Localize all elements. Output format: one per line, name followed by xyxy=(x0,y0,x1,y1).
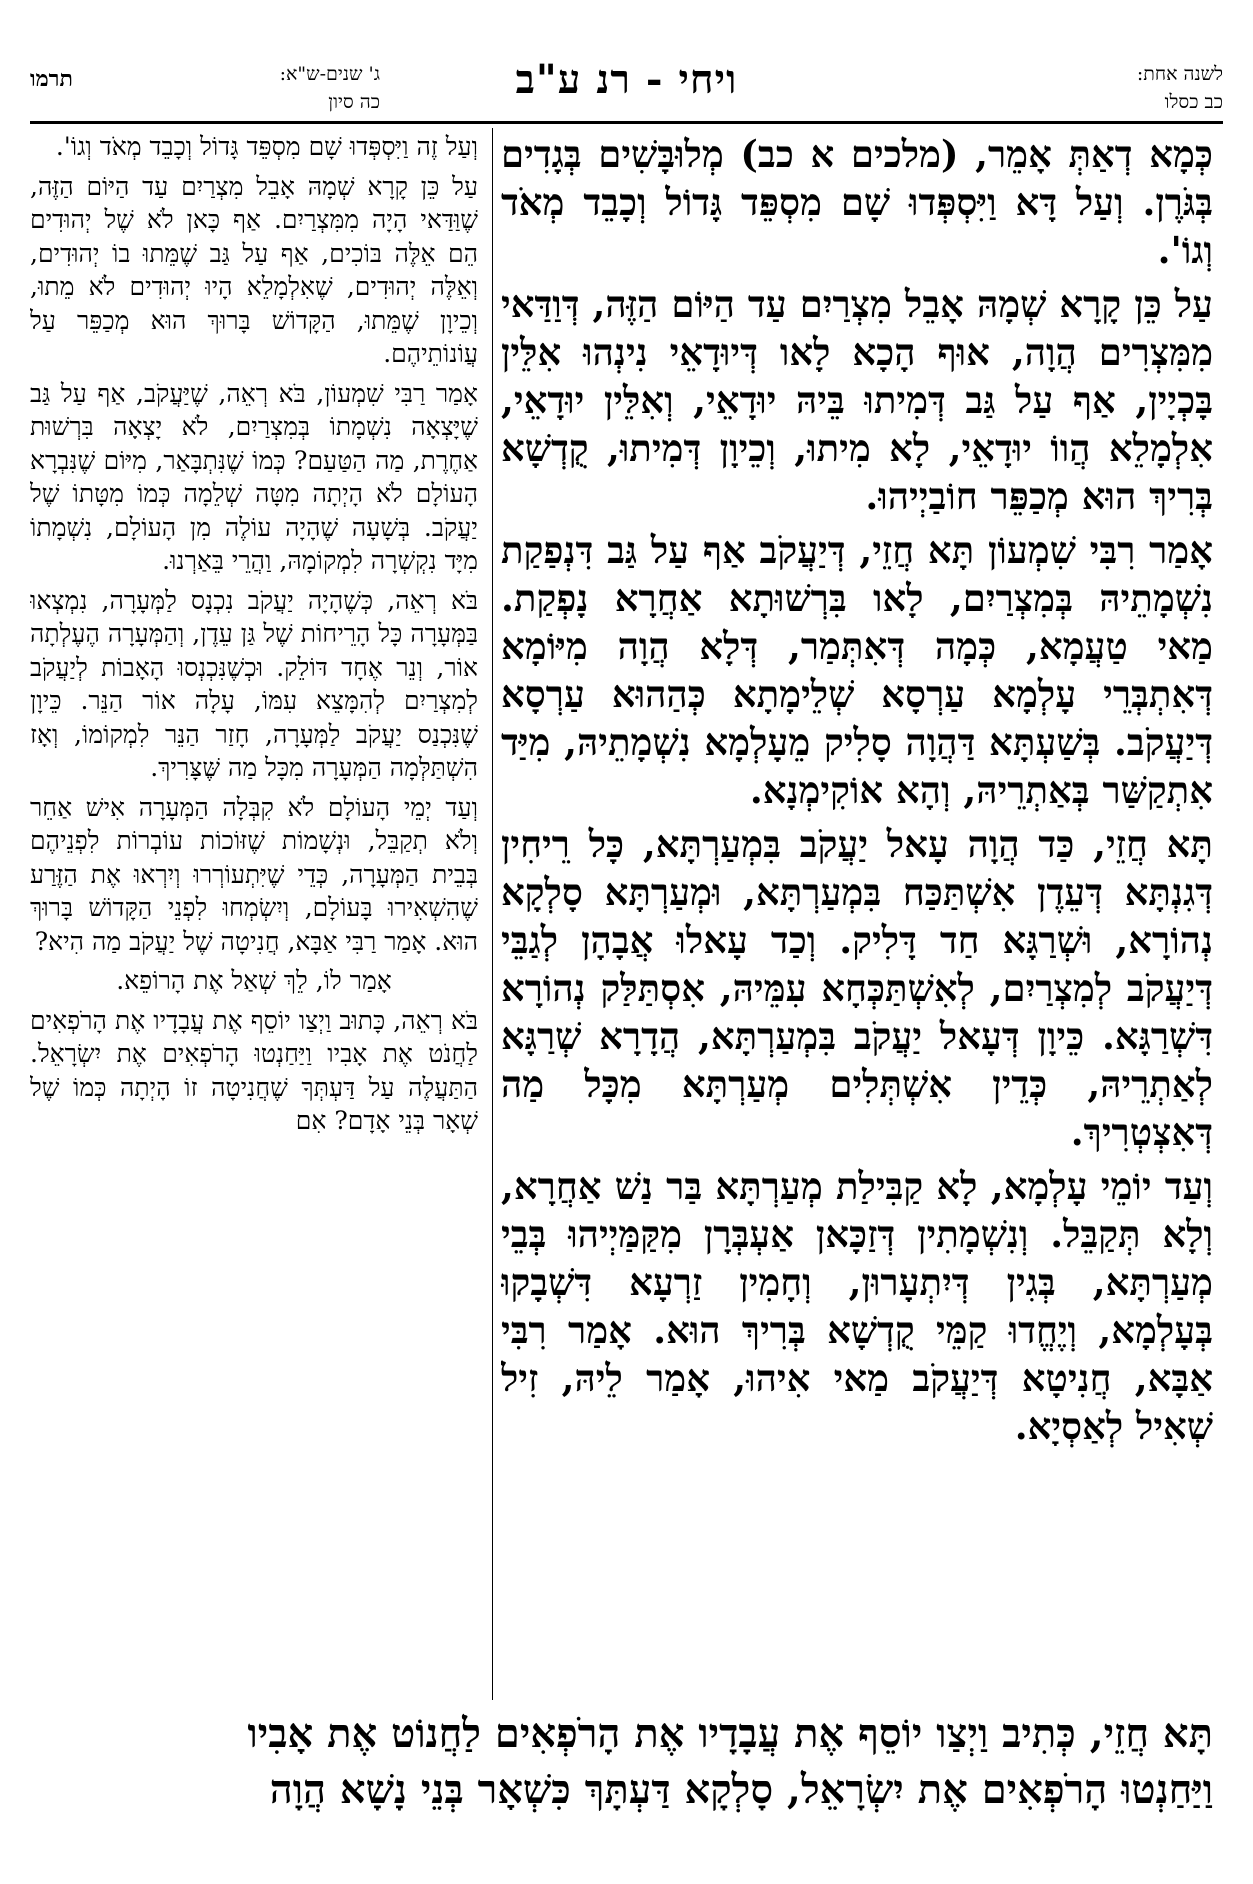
translation-paragraph: וְעַד יְמֵי הָעוֹלָם לֹא קִבְּלָה הַמְּעָרָה אִישׁ אַחֵר וְלֹא תְקַבֵּל, וּנְשָׁמוֹת שֶׁזּוֹכוֹת עוֹבְרוֹת לִפְנֵיהֶם בְּבֵית הַמְּעָרָה, כְּדֵי שֶׁיִּתְעוֹרְרוּ וְיִרְאוּ אֶת הַזֶּרַע שֶׁהִשְׁאִירוּ בָּעוֹלָם, וְיִשְׂמְחוּ לִפְנֵי הַקָּדוֹשׁ בָּרוּךְ הוּא. אָמַר רַבִּי אַבָּא, חֲנִיטָה שֶׁל יַעֲקֹב מַה הִיא? xyxy=(30,792,478,956)
zohar-paragraph: כְּמָא דְאַתְּ אָמֵר, (מלכים א כב) מְלוּבָּשִׁים בְּגָדִים בְּגֹּרֶן. וְעַל דָּא וַיִּסְפְּדוּ שָׁם מִסְפֵּד גָּדוֹל וְכָבֵד מְאֹד וְגוֹ'. xyxy=(501,132,1213,272)
zohar-continuation-line: וַיַּחַנְטוּ הָרֹפְאִים אֶת יִשְׂרָאֵל, סָלְקָא דַּעְתָּךְ כִּשְׁאָר בְּנֵי נָשָׁא הֲוָה xyxy=(269,1766,1213,1813)
page-number: תרמו xyxy=(30,66,73,92)
zohar-paragraph: עַל כֵּן קָרָא שְׁמָהּ אָבֵל מִצְרַיִם עַד הַיּוֹם הַזֶּה, דְּוַדַּאי מִמִּצְרִים הֲוָה, אוּף הָכָא לָאו דְּיוּדָאֵי נִינְהוּ אִלֵּין בָּכְיָין, אַף עַל גַּב דְּמִיתוּ בֵּיהּ יוּדָאֵי, וְאִלֵּין יוּדָאֵי, אִלְמָלֵא הֲווֹ יוּדָאֵי, לָא מִיתוּ, וְכֵיוָן דְּמִיתוּ, קֻדְשָׁא בְּרִיךְ הוּא מְכַפֵּר חוֹבַיְיהוּ. xyxy=(501,282,1213,518)
header-three-years-date: כה סיון xyxy=(328,91,380,113)
header-study-schedule-three-years xyxy=(120,60,380,120)
zohar-paragraph: תָּא חֲזֵי, כַּד הֲוָה עָאל יַעֲקֹב בִּמְעַרְתָּא, כָּל רֵיחִין דְּגִנְתָּא דְּעֵדֶן אִשְׁתַּכַּח בִּמְעַרְתָּא, וּמְעַרְתָּא סָלְקָא נְהוֹרָא, וּשְׁרַגָּא חַד דָּלִיק. וְכַד עָאלוּ אֲבָהָן לְגַבֵּי דְּיַעֲקֹב לְמִצְרַיִם, לְאִשְׁתַּכְּחָא עִמֵּיהּ, אִסְתַּלַּק נְהוֹרָא דִּשְׁרַגָּא. כֵּיוָן דְּעָאל יַעֲקֹב בִּמְעַרְתָּא, הֲדָרָא שְׁרַגָּא לְאַתְרֵיהּ, כְּדֵין אִשְׁתְּלִים מְעַרְתָּא מִכָּל מַה דְּאִצְטְרִיךְ. xyxy=(501,822,1213,1154)
translation-paragraph: אָמַר לוֹ, לֵךְ שְׁאַל אֶת הָרוֹפֵא. xyxy=(116,966,392,995)
zohar-paragraph: וְעַד יוֹמֵי עָלְמָא, לָא קַבִּילַת מְעַרְתָּא בַּר נַשׁ אַחֲרָא, וְלָא תְּקַבֵּל. וְנִשְׁמָתִין דְּזַכָּאן אַעְבְּרָן מִקַּמַּיְיהוּ בְּבֵי מְעַרְתָּא, בְּגִין דְּיִתְעָרוּן, וְחָמִין זַרְעָא דִּשְׁבָקוּ בְּעָלְמָא, וְיֶחֱדוּ קַמֵּי קֻדְשָׁא בְּרִיךְ הוּא. אָמַר רִבִּי אַבָּא, חֲנִיטָא דְּיַעֲקֹב מַאי אִיהוּ, אָמַר לֵיהּ, זִיל שְׁאִיל לְאַסְיָא. xyxy=(501,1164,1213,1448)
translation-paragraph: בֹּא רְאֵה, כָּתוּב וַיְצַו יוֹסֵף אֶת עֲבָדָיו אֶת הָרֹפְאִים לַחֲנֹט אֶת אָבִיו וַיַּחַנְטוּ הָרֹפְאִים אֶת יִשְׂרָאֵל. הַתַּעֲלֶה עַל דַּעְתְּךָ שֶׁחֲנִיטָה זוֹ הָיְתָה כְּמוֹ שֶׁל שְׁאָר בְּנֵי אָדָם? אִם xyxy=(30,1005,478,1135)
translation-paragraph: בֹּא רְאֵה, כְּשֶׁהָיָה יַעֲקֹב נִכְנָס לַמְּעָרָה, נִמְצְאוּ בַּמְּעָרָה כָּל הָרֵיחוֹת שֶׁל גַּן עֵדֶן, וְהַמְּעָרָה הֶעֶלְתָה אוֹר, וְנֵר אֶחָד דּוֹלֵק. וּכְשֶׁנִּכְנְסוּ הָאָבוֹת לְיַעֲקֹב לְמִצְרַיִם לְהִמָּצֵא עִמּוֹ, עָלָה אוֹר הַנֵּר. כֵּיוָן שֶׁנִּכְנַס יַעֲקֹב לַמְּעָרָה, חָזַר הַנֵּר לִמְקוֹמוֹ, וְאָז הִשְׁתַּלְּמָה הַמְּעָרָה מִכָּל מַה שֶּׁצָּרִיךְ. xyxy=(30,585,478,782)
zohar-continuation-line: תָּא חֲזֵי, כְּתִיב וַיְצַו יוֹסֵף אֶת עֲבָדָיו אֶת הָרֹפְאִים לַחֲנוֹט אֶת אָבִיו xyxy=(247,1710,1213,1757)
column-divider xyxy=(492,128,493,1700)
header-rule xyxy=(30,121,1223,124)
translation-paragraph: עַל כֵּן קָרָא שְׁמָהּ אָבֵל מִצְרַיִם עַד הַיּוֹם הַזֶּה, שֶׁוַּדַּאי הָיָה מִמִּצְרַיִם. אַף כָּאן לֹא שֶׁל יְהוּדִים הֵם אֵלֶּה בּוֹכִים, אַף עַל גַּב שֶׁמֵּתוּ בוֹ יְהוּדִים, וְאֵלֶּה יְהוּדִים, שֶׁאִלְמָלֵא הָיוּ יְהוּדִים לֹא מֵתוּ, וְכֵיוָן שֶׁמֵּתוּ, הַקָּדוֹשׁ בָּרוּךְ הוּא מְכַפֵּר עַל עֲוֹנוֹתֵיהֶם. xyxy=(30,171,478,368)
zohar-paragraph: אָמַר רִבִּי שִׁמְעוֹן תָּא חֲזֵי, דְּיַעֲקֹב אַף עַל גַּב דִּנְפַקַת נִשְׁמָתֵיהּ בְּמִצְרַיִם, לָאו בִּרְשׁוּתָא אַחֲרָא נָפְקַת. מַאי טַעֲמָא, כְּמָה דְּאִתְּמַר, דְּלָא הֲוָה מִיּוֹמָא דְּאִתְבְּרֵי עָלְמָא עַרְסָא שְׁלֵימָתָא כְּהַהוּא עַרְסָא דְּיַעֲקֹב. בְּשַׁעְתָּא דַּהֲוָה סָלִיק מֵעָלְמָא נִשְׁמָתֵיהּ, מִיַּד אִתְקַשַּׁר בְּאַתְרֵיהּ, וְהָא אוֹקִימְנָא. xyxy=(501,528,1213,812)
translation-text-column xyxy=(30,130,478,1700)
page-title: ויחי - רנ ע"ב xyxy=(515,56,738,103)
header-one-year-label: לשנה אחת: xyxy=(1136,63,1223,85)
translation-paragraph: אָמַר רַבִּי שִׁמְעוֹן, בֹּא רְאֵה, שֶׁיַּעֲקֹב, אַף עַל גַּב שֶׁיָּצְאָה נִשְׁמָתוֹ בְּמִצְרַיִם, לֹא יָצְאָה בִּרְשׁוּת אַחֶרֶת, מַה הַטַּעַם? כְּמוֹ שֶׁנִּתְבָּאַר, מִיּוֹם שֶׁנִּבְרָא הָעוֹלָם לֹא הָיְתָה מִטָּה שְׁלֵמָה כְּמוֹ מִטָּתוֹ שֶׁל יַעֲקֹב. בְּשָׁעָה שֶׁהָיָה עוֹלֶה מִן הָעוֹלָם, נִשְׁמָתוֹ מִיָּד נִקְשְׁרָה לִמְקוֹמָהּ, וַהֲרֵי בֵּאַרְנוּ. xyxy=(30,378,478,575)
header-three-years-label: ג' שנים-ש"א: xyxy=(279,63,380,85)
zohar-text-column xyxy=(501,130,1213,1700)
translation-paragraph: וְעַל זֶה וַיִּסְפְּדוּ שָׁם מִסְפֵּד גָּדוֹל וְכָבֵד מְאֹד וְגוֹ'. xyxy=(55,132,478,161)
header-one-year-date: כב כסלו xyxy=(1164,91,1223,113)
zohar-continuation xyxy=(30,1706,1213,1818)
